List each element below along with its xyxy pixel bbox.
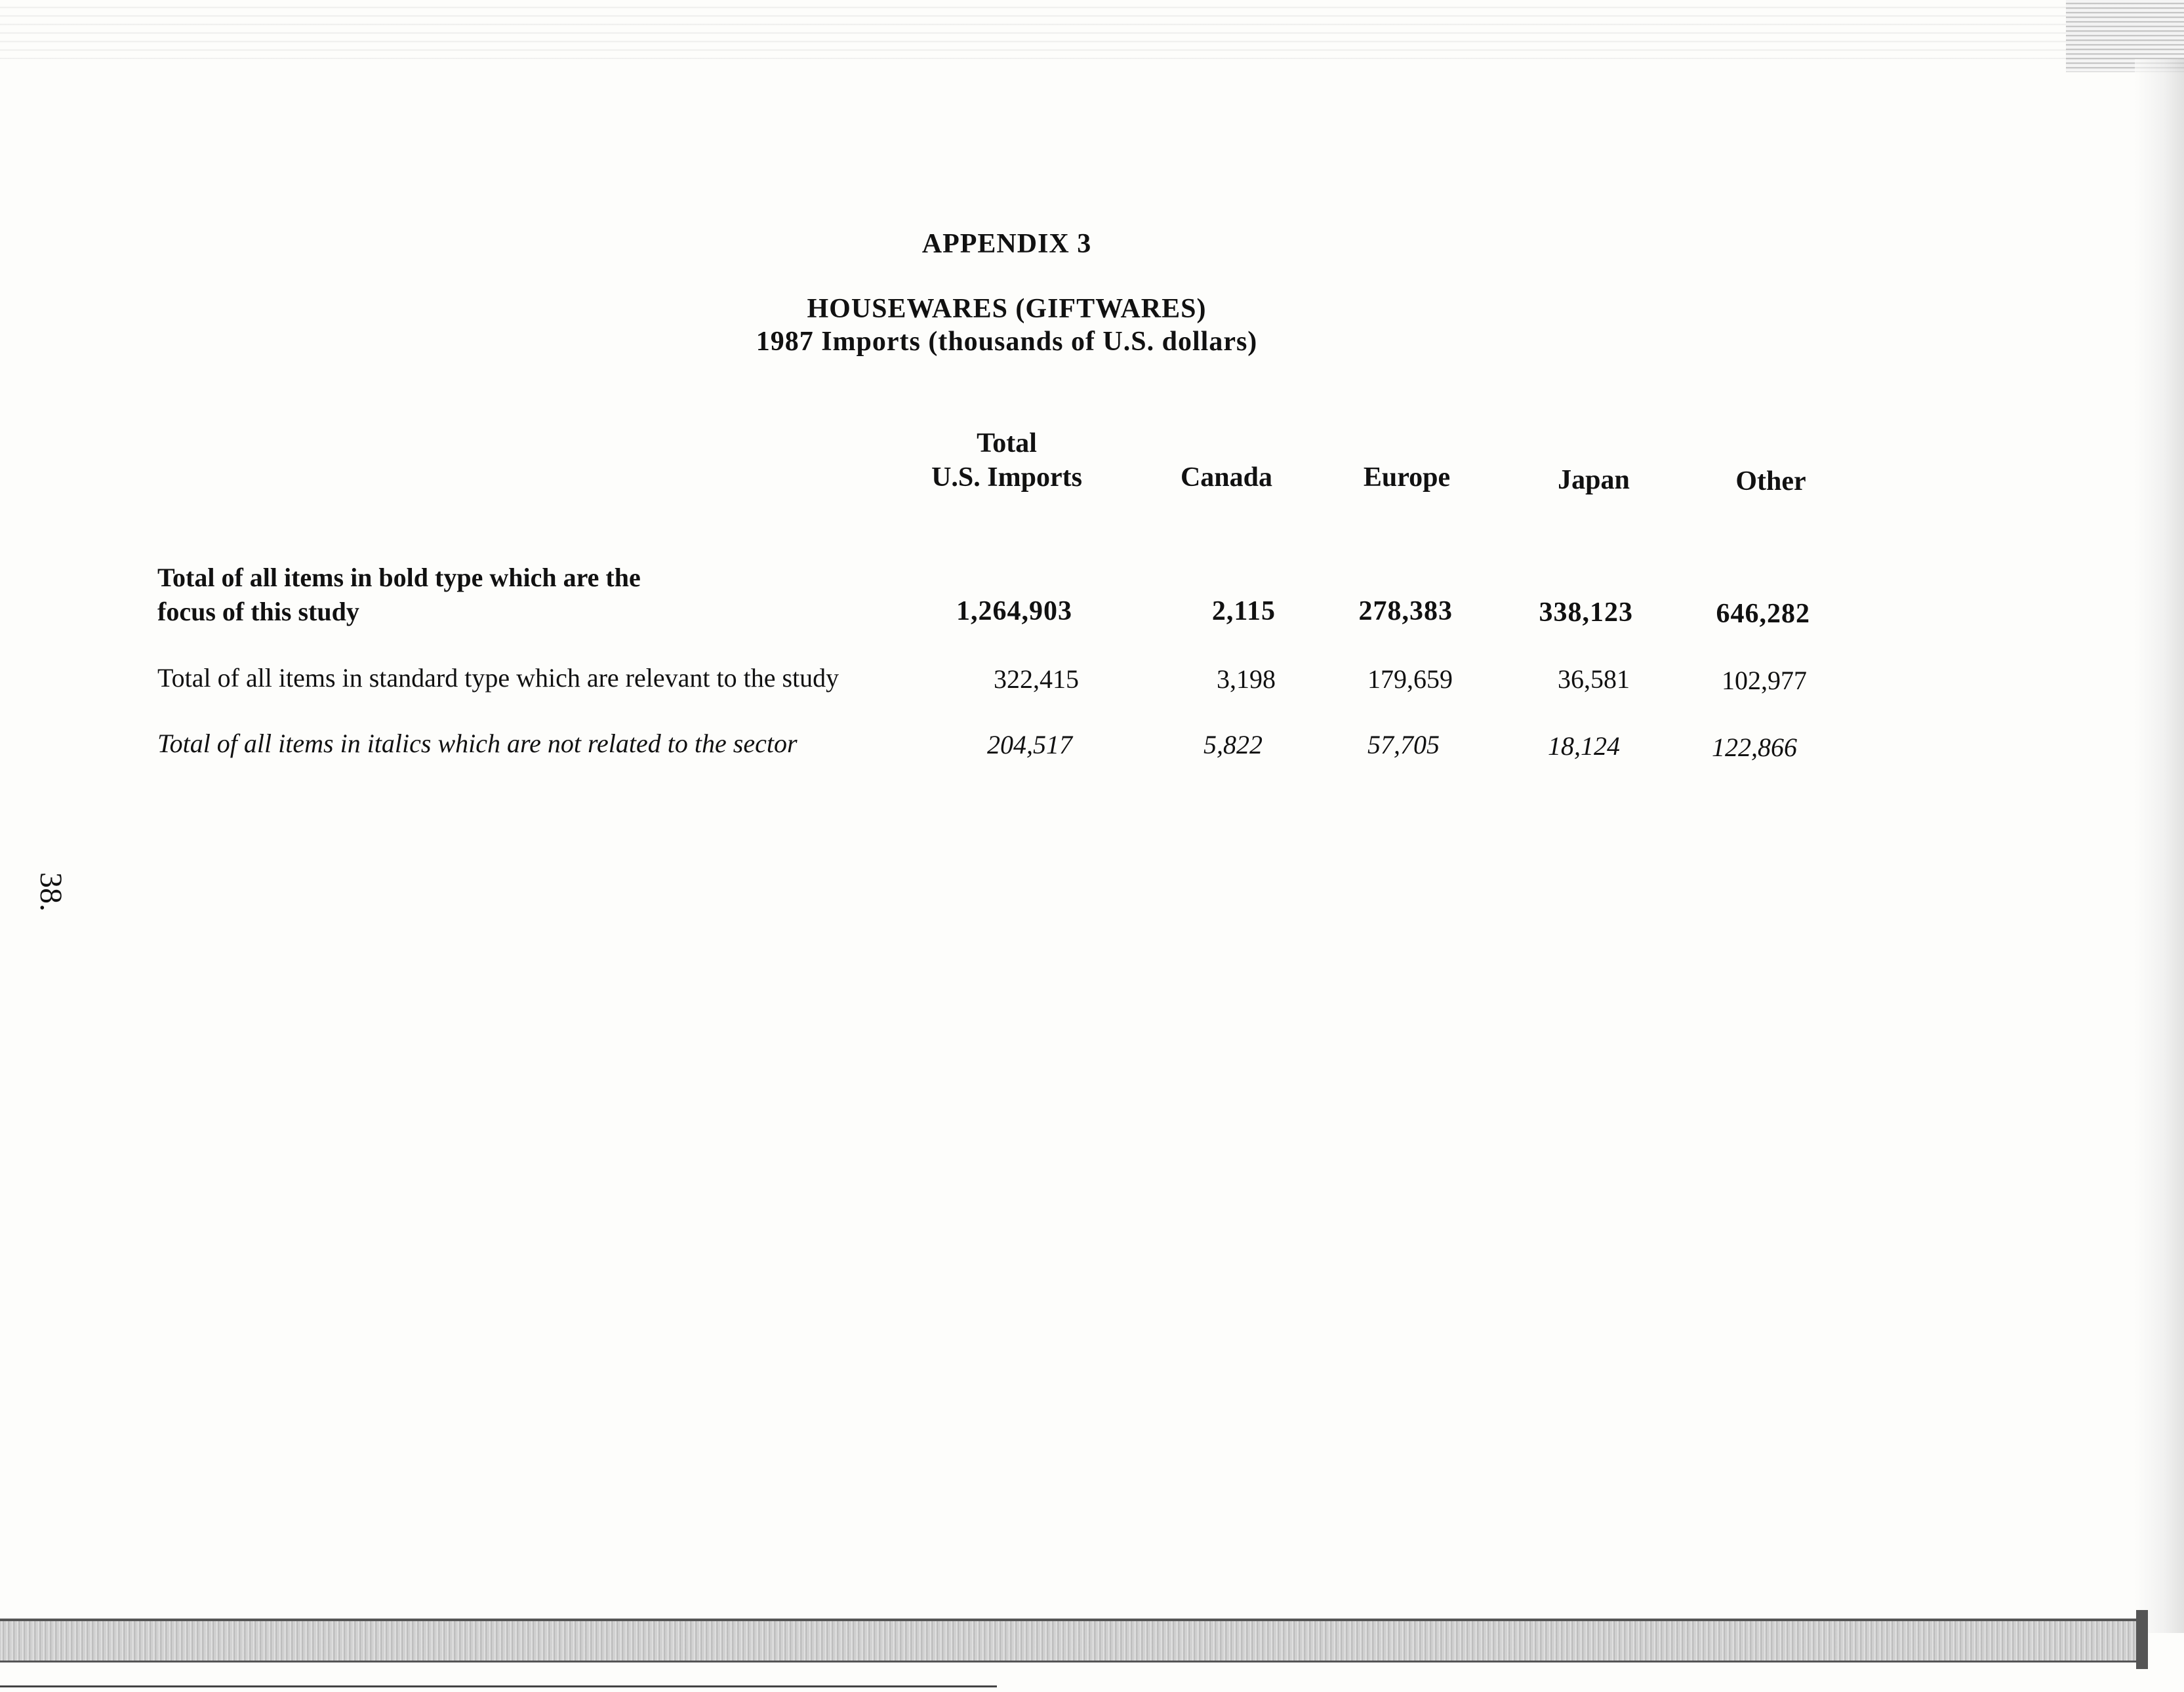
column-header-label: Other <box>1735 466 1806 496</box>
row-label-standard-relevant: Total of all items in standard type which are relevant to the study <box>157 663 839 693</box>
cell-italic-total: 204,517 <box>987 730 1072 759</box>
cell-bold-other: 646,282 <box>1716 599 1810 629</box>
cell-italic-canada: 5,822 <box>1203 730 1263 759</box>
document-title: HOUSEWARES (GIFTWARES) <box>807 294 1207 324</box>
scan-artifact-bottom-cap <box>2136 1610 2148 1669</box>
row-label-line1: Total of all items in bold type which are the <box>157 563 641 592</box>
appendix-heading: APPENDIX 3 <box>921 229 1092 259</box>
scan-artifact-right-edge <box>2135 59 2184 1633</box>
row-label-italic-unrelated: Total of all items in italics which are not related to the sector <box>157 729 798 758</box>
cell-standard-japan: 36,581 <box>1558 664 1630 694</box>
column-header-label: Japan <box>1558 465 1630 495</box>
cell-standard-other: 102,977 <box>1722 666 1807 695</box>
cell-standard-canada: 3,198 <box>1217 664 1276 694</box>
cell-standard-total: 322,415 <box>994 664 1079 694</box>
cell-italic-other: 122,866 <box>1712 733 1797 762</box>
column-header-label: Europe <box>1363 462 1451 493</box>
cell-bold-total: 1,264,903 <box>956 596 1072 626</box>
scan-artifact-bottom-band <box>0 1619 2141 1662</box>
cell-bold-canada: 2,115 <box>1211 596 1276 626</box>
cell-bold-europe: 278,383 <box>1358 596 1453 626</box>
scan-artifact-top <box>0 0 2184 59</box>
cell-bold-japan: 338,123 <box>1539 597 1633 628</box>
cell-italic-japan: 18,124 <box>1548 731 1620 761</box>
row-label-line2: focus of this study <box>157 597 359 626</box>
column-header-canada <box>1161 460 1292 494</box>
column-header-japan <box>1528 463 1659 497</box>
column-header-total-us-imports <box>899 426 1115 494</box>
cell-standard-europe: 179,659 <box>1367 664 1453 694</box>
column-header-label: Canada <box>1180 462 1273 493</box>
cell-italic-europe: 57,705 <box>1367 730 1440 759</box>
row-label-bold-focus <box>157 561 641 629</box>
document-subtitle: 1987 Imports (thousands of U.S. dollars) <box>756 327 1258 357</box>
page-number: 38. <box>33 872 68 912</box>
column-header-line2: U.S. Imports <box>931 462 1082 493</box>
column-header-europe <box>1341 460 1472 494</box>
scan-artifact-bottom-line <box>0 1685 997 1687</box>
column-header-other <box>1705 464 1836 498</box>
column-header-line1: Total <box>977 428 1037 458</box>
